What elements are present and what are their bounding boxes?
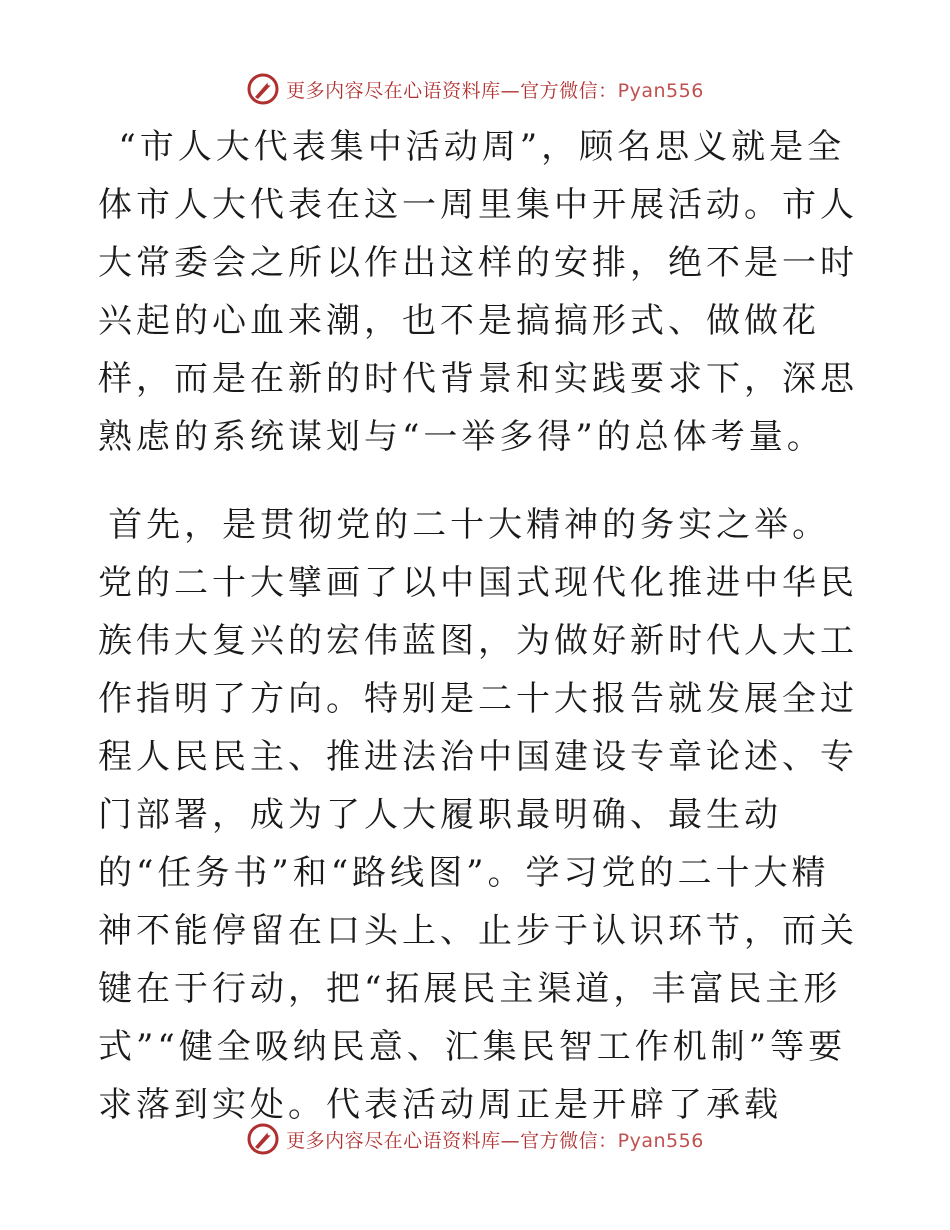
paragraph-1: “市人大代表集中活动周”，顾名思义就是全体市人大代表在这一周里集中开展活动。市人大常委会之所以作出这样的安排，绝不是一时兴起的心血来潮，也不是搞搞形式、做做花样，而是在新的时代背景和实践要求下，深思熟虑的系统谋划与“一举多得”的总体考量。 (98, 127, 858, 457)
pen-nib-seal-icon (246, 1122, 280, 1156)
watermark-text: 更多内容尽在心语资料库—官方微信：Pyan556 (286, 79, 704, 102)
header-watermark (0, 72, 950, 106)
footer-watermark (0, 1122, 950, 1156)
pen-nib-seal-icon (246, 72, 280, 106)
document-body (98, 118, 858, 1134)
watermark-text: 更多内容尽在心语资料库—官方微信：Pyan556 (286, 1129, 704, 1152)
wechat-id: Pyan556 (617, 1129, 704, 1152)
paragraph-2: 首先，是贯彻党的二十大精神的务实之举。党的二十大擘画了以中国式现代化推进中华民族伟大复兴的宏伟蓝图，为做好新时代人大工作指明了方向。特别是二十大报告就发展全过程人民民主、推进法治中国建设专章论述、专门部署，成为了人大履职最明确、最生动的“任务书”和“路线图”。学习党的二十大精神不能停留在口头上、止步于认识环节，而关键在于行动，把“拓展民主渠道，丰富民主形式”“健全吸纳民意、汇集民智工作机制”等要求落到实处。代表活动周正是开辟了承载 (98, 505, 858, 1125)
wechat-id: Pyan556 (617, 79, 704, 102)
